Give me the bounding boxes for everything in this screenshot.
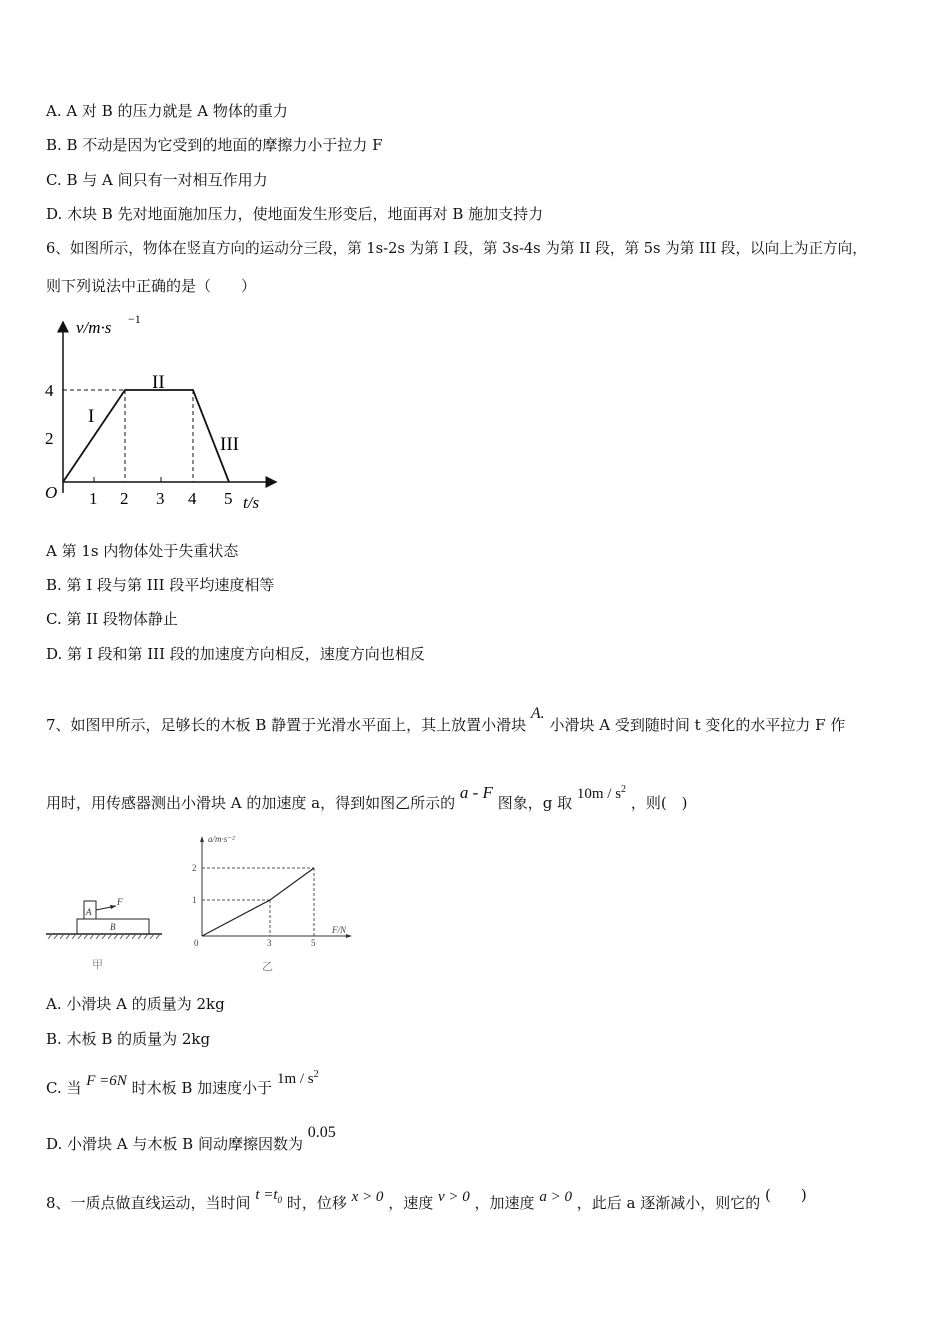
svg-text:3: 3 [267,938,272,948]
x-tick-3: 3 [156,489,165,508]
q7-stem-line2: 用时，用传感器测出小滑块 A 的加速度 a，得到如图乙所示的 a - F 图象，g 取 $10m / s^2$ ，则( ) [46,783,688,812]
q7-figure-yi [190,828,360,976]
q6-option-c: C. 第 II 段物体静止 [46,610,178,628]
q7-symbol-af: a - F [459,783,493,802]
y-tick-4: 4 [45,381,54,400]
x-tick-1: 1 [89,489,98,508]
q6-option-d: D. 第 I 段和第 III 段的加速度方向相反，速度方向也相反 [46,645,425,663]
y-label: v/m·s [76,318,112,337]
q6-option-a: A 第 1s 内物体处于失重状态 [46,542,239,560]
q7-d-value: 0.05 [307,1124,336,1141]
y-tick-2: 2 [45,429,54,448]
q7-stem-line1: 7、如图甲所示，足够长的木板 B 静置于光滑水平面上，其上放置小滑块 A. 小滑块 A 受到随时间 t 变化的水平拉力 F 作 [46,705,846,734]
q7-c-value: $1m / s^2$ [276,1069,319,1087]
vt-line [63,390,229,482]
q7-option-d: D. 小滑块 A 与木板 B 间动摩擦因数为 0.05 [46,1124,336,1153]
q5-option-b: B. B 不动是因为它受到的地面的摩擦力小于拉力 F [46,136,383,154]
x-tick-2: 2 [120,489,129,508]
q5-option-a: A. A 对 B 的压力就是 A 物体的重力 [46,102,288,120]
q8-paren: ( ) [765,1186,807,1204]
y-label-sup: −1 [128,312,141,326]
q8-symbol-a: a > 0 [539,1189,572,1205]
q7-option-c: C. 当 F =6N 时木板 B 加速度小于 $1m / s^2$ [46,1069,319,1097]
segment-label-1: I [88,406,95,427]
svg-text:5: 5 [311,938,316,948]
q7-option-a: A. 小滑块 A 的质量为 2kg [46,995,225,1013]
svg-text:2: 2 [192,863,197,873]
q7-figure-jia [44,890,169,972]
x-tick-4: 4 [188,489,197,508]
q8-symbol-x: x > 0 [351,1189,384,1205]
q7-g-value: $10m / s^2$ [576,784,627,802]
yi-line [202,868,314,936]
q7-symbol-a: A. [530,705,545,722]
svg-text:A: A [86,907,92,917]
q6-vt-graph [40,308,280,518]
q6-option-b: B. 第 I 段与第 III 段平均速度相等 [46,576,275,594]
q5-option-d: D. 木块 B 先对地面施加压力，使地面发生形变后，地面再对 B 施加支持力 [46,205,544,223]
q6-stem-line1: 6、如图所示，物体在竖直方向的运动分三段，第 1s-2s 为第 I 段，第 3s-4s 为第 II 段，第 5s 为第 III 段，以向上为正方向， [46,240,867,257]
svg-text:乙: 乙 [262,961,273,973]
q8-stem: 8、一质点做直线运动，当时间 $t =t_0$ 时，位移 x > 0 ，速度 v > 0 ，加速度 a > 0 ，此后 a 逐渐减小，则它的 ( ) [46,1186,807,1212]
q8-symbol-t: $t =t_0$ [255,1187,283,1205]
q8-symbol-v: v > 0 [437,1189,470,1205]
q6-stem-line2: 则下列说法中正确的是（ ） [46,277,257,295]
segment-label-3: III [220,434,239,455]
svg-text:F: F [117,897,123,907]
q7-c-symbol: F =6N [86,1073,127,1089]
segment-label-2: II [152,372,165,393]
svg-text:1: 1 [192,895,197,905]
svg-text:a/m·s⁻²: a/m·s⁻² [208,834,235,844]
svg-text:甲: 甲 [92,959,103,971]
svg-text:B: B [110,922,116,932]
q7-option-b: B. 木板 B 的质量为 2kg [46,1030,211,1048]
origin-label: O [45,483,58,502]
svg-text:0: 0 [194,938,199,948]
x-tick-5: 5 [224,489,233,508]
x-label: t/s [243,493,260,512]
svg-text:F/N: F/N [332,925,347,935]
q5-option-c: C. B 与 A 间只有一对相互作用力 [46,171,268,189]
